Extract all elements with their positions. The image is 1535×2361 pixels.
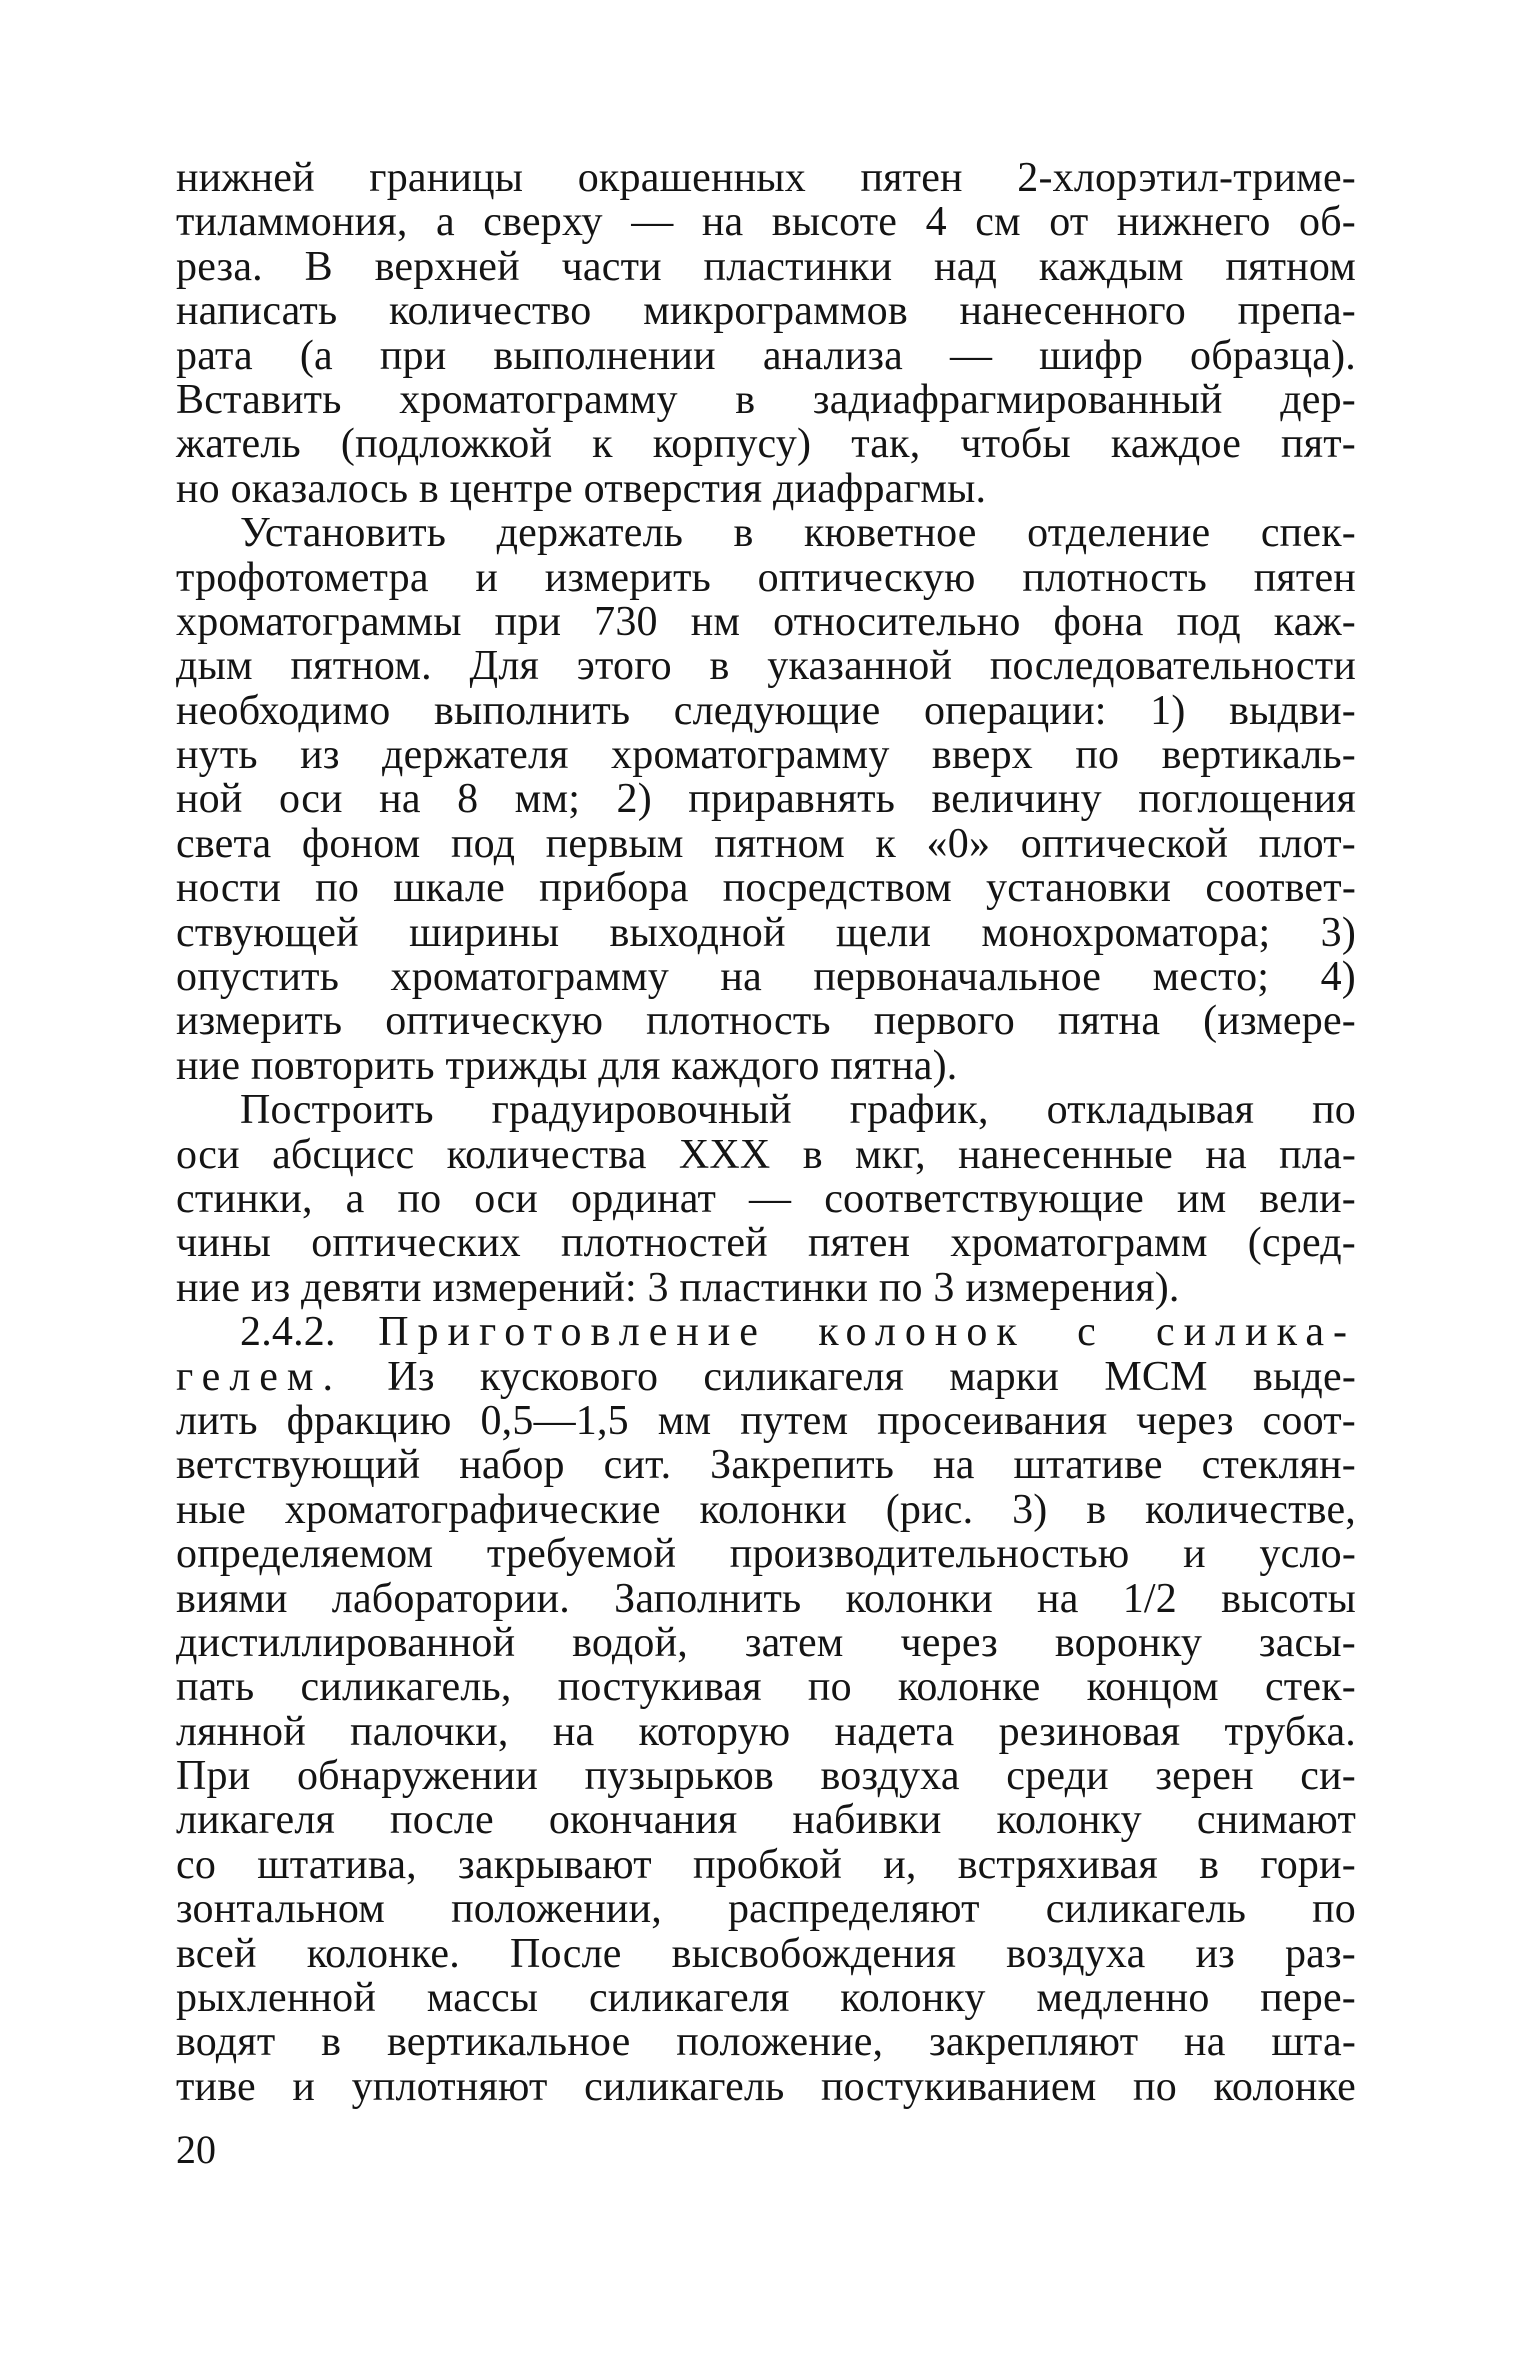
text-line: но оказалось в центре отверстия диафрагмы.: [176, 465, 987, 512]
text-line: При обнаружении пузырьков воздуха среди зерен си-: [176, 1753, 1356, 1800]
text-fragment: Из кускового силикагеля марки МСМ выде-: [387, 1353, 1357, 1400]
text-line: стинки, а по оси ординат — соответствующие им вели-: [176, 1175, 1356, 1222]
text-line: тиламмония, а сверху — на высоте 4 см от нижнего об-: [176, 199, 1356, 246]
text-line: ликагеля после окончания набивки колонку снимают: [176, 1797, 1356, 1844]
section-title-spaced-end: гелем.: [176, 1353, 342, 1400]
text-line: нижней границы окрашенных пятен 2-хлорэтил-триме-: [176, 155, 1356, 201]
text-line: реза. В верхней части пластинки над каждым пятном: [176, 243, 1356, 290]
text-line: хроматограммы при 730 нм относительно фона под каж-: [176, 598, 1356, 645]
section-title-spaced: Приготовление колонок с силика-: [378, 1309, 1356, 1356]
text-line: рата (а при выполнении анализа — шифр образца).: [176, 332, 1356, 379]
text-line: трофотометра и измерить оптическую плотность пятен: [176, 554, 1356, 601]
text-line: нуть из держателя хроматограмму вверх по вертикаль-: [176, 732, 1356, 779]
text-line: лянной палочки, на которую надета резиновая трубка.: [176, 1708, 1356, 1755]
text-line: необходимо выполнить следующие операции: 1) выдви-: [176, 687, 1356, 734]
text-line: Установить держатель в кюветное отделение спек-: [240, 510, 1356, 557]
text-line: ние повторить трижды для каждого пятна).: [176, 1042, 958, 1089]
section-number: 2.4.2.: [240, 1309, 336, 1356]
text-line: со штатива, закрывают пробкой и, встряхивая в гори-: [176, 1841, 1356, 1888]
paragraph-1: [176, 156, 1356, 511]
text-line: определяемом требуемой производительностью и усло-: [176, 1531, 1356, 1578]
text-line: оси абсцисс количества XXX в мкг, нанесенные на пла-: [176, 1131, 1356, 1178]
text-line: Вставить хроматограмму в задиафрагмированный дер-: [176, 376, 1356, 423]
text-line: рыхленной массы силикагеля колонку медленно пере-: [176, 1975, 1356, 2022]
text-line: ной оси на 8 мм; 2) приравнять величину поглощения: [176, 776, 1356, 823]
text-line: водят в вертикальное положение, закрепляют на шта-: [176, 2019, 1356, 2066]
text-line: ствующей ширины выходной щели монохроматора; 3): [176, 909, 1356, 956]
text-line: всей колонке. После высвобождения воздуха из раз-: [176, 1930, 1356, 1977]
text-line: ности по шкале прибора посредством установки соответ-: [176, 865, 1356, 912]
text-line: пать силикагель, постукивая по колонке концом стек-: [176, 1664, 1356, 1711]
text-line: Построить градуировочный график, откладывая по: [240, 1087, 1356, 1134]
page-body: [176, 156, 1356, 2109]
text-line: виями лаборатории. Заполнить колонки на 1/2 высоты: [176, 1575, 1356, 1622]
text-line: ные хроматографические колонки (рис. 3) в количестве,: [176, 1486, 1356, 1533]
section-heading-line: [176, 1310, 1356, 1354]
paragraph-2: [176, 511, 1356, 1088]
text-line: написать количество микрограммов нанесенного препа-: [176, 288, 1356, 335]
paragraph-4: [176, 1310, 1356, 2109]
text-line: измерить оптическую плотность первого пятна (измере-: [176, 998, 1356, 1045]
text-line: света фоном под первым пятном к «0» оптической плот-: [176, 820, 1356, 867]
paragraph-3: [176, 1088, 1356, 1310]
text-line: лить фракцию 0,5—1,5 мм путем просеивания через соот-: [176, 1397, 1356, 1444]
text-line: опустить хроматограмму на первоначальное место; 4): [176, 954, 1356, 1001]
text-line: ние из девяти измерений: 3 пластинки по 3 измерения).: [176, 1264, 1180, 1311]
text-line: дистиллированной водой, затем через воронку засы-: [176, 1619, 1356, 1666]
text-line: зонтальном положении, распределяют силикагель по: [176, 1886, 1356, 1933]
text-line: жатель (подложкой к корпусу) так, чтобы каждое пят-: [176, 421, 1356, 468]
text-line: дым пятном. Для этого в указанной последовательности: [176, 643, 1356, 690]
page-number: 20: [176, 2127, 216, 2172]
section-heading-line-2: [176, 1355, 1356, 1399]
text-line: чины оптических плотностей пятен хроматограмм (сред-: [176, 1220, 1356, 1267]
text-line: тиве и уплотняют силикагель постукиванием по колонке: [176, 2063, 1356, 2110]
text-line: ветствующий набор сит. Закрепить на штативе стеклян-: [176, 1442, 1356, 1489]
